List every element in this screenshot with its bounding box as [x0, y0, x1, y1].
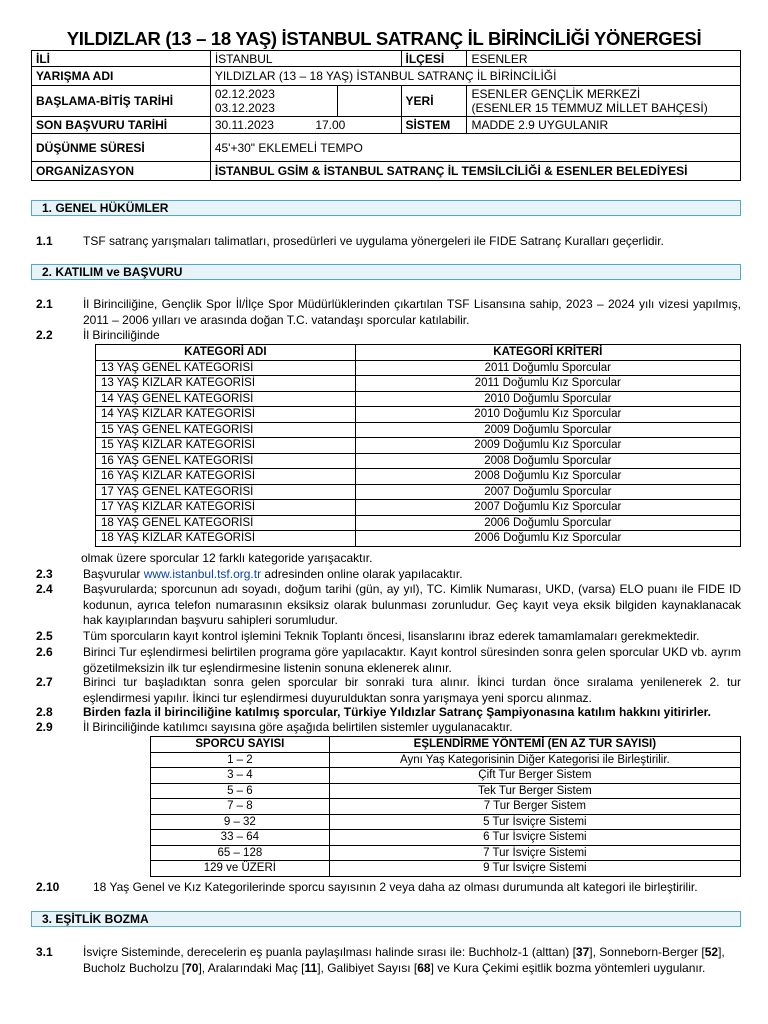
item-number: 2.3: [36, 567, 53, 581]
system-row: [151, 799, 741, 815]
item-text: İl Birinciliğinde: [83, 328, 160, 342]
system-row: [151, 830, 741, 846]
item-text: Tüm sporcuların kayıt kontrol işlemini Teknik Toplantı öncesi, lisanslarını ibraz ederek tamamlamaları gerekmektedir.: [83, 629, 700, 643]
ilce-value: ESENLER: [467, 51, 741, 67]
system-row-cell: 65 – 128: [151, 845, 330, 861]
category-table: [95, 344, 741, 547]
item-number: 2.8: [36, 705, 53, 719]
category-row-cell: 18 YAŞ GENEL KATEGORİSİ: [96, 515, 356, 531]
system-row-cell: 7 Tur İsviçre Sistemi: [329, 845, 740, 861]
category-row: [96, 500, 741, 516]
category-row-cell: 2006 Doğumlu Sporcular: [355, 515, 740, 531]
system-row-cell: 129 ve ÜZERİ: [151, 861, 330, 877]
tarih-start: 02.12.2023: [214, 87, 275, 101]
tsf-istanbul-link[interactable]: www.istanbul.tsf.org.tr: [143, 567, 262, 581]
category-row: [96, 515, 741, 531]
system-header-method: EŞLENDİRME YÖNTEMİ (EN AZ TUR SAYISI): [329, 737, 740, 753]
category-row-cell: 2006 Doğumlu Kız Sporcular: [355, 531, 740, 547]
document-title: YILDIZLAR (13 – 18 YAŞ) İSTANBUL SATRANÇ İL BİRİNCİLİĞİ YÖNERGESİ: [66, 28, 702, 49]
system-row-cell: Çift Tur Berger Sistem: [329, 768, 740, 784]
item-text: Başvurularda; sporcunun adı soyadı, doğum tarihi (gün, ay yıl), TC. Kimlik Numarası, UKD, (varsa) ELO puanı ile FIDE ID kodunun, ayrıca telefon numarasının eksiksiz olarak bulunması zorunludur. Geç kayıt veya eksik bilgiden kaynaklanacak hak kayıplarından başvuru sahipleri sorumludur.: [83, 582, 741, 627]
item-text: [83, 567, 741, 583]
sistem-value: MADDE 2.9 UYGULANIR: [467, 117, 741, 134]
yer-value: [467, 86, 741, 117]
category-row-cell: 2007 Doğumlu Kız Sporcular: [355, 500, 740, 516]
tiebreak-code: 37: [575, 945, 590, 959]
sure-label: DÜŞÜNME SÜRESİ: [32, 134, 211, 162]
section-header-genel: 1. GENEL HÜKÜMLER: [31, 200, 741, 216]
item-text-pre: Başvurular: [83, 567, 141, 581]
category-row-cell: 14 YAŞ GENEL KATEGORİSİ: [96, 391, 356, 407]
item-number: 2.10: [36, 880, 60, 894]
category-row: [96, 407, 741, 423]
basvuru-value: [210, 117, 401, 134]
item-text: İl Birinciliğinde katılımcı sayısına göre aşağıda belirtilen sistemler uygulanacaktır.: [83, 720, 513, 734]
category-row-cell: 17 YAŞ GENEL KATEGORİSİ: [96, 484, 356, 500]
category-row-cell: 2011 Doğumlu Kız Sporcular: [355, 376, 740, 392]
category-row-cell: 18 YAŞ KIZLAR KATEGORİSİ: [96, 531, 356, 547]
tiebreak-code: 52: [704, 945, 719, 959]
sistem-label: SİSTEM: [401, 117, 467, 134]
category-row-cell: 2011 Doğumlu Sporcular: [355, 360, 740, 376]
item-2-2-after: [81, 551, 741, 567]
system-row-cell: Aynı Yaş Kategorisinin Diğer Kategorisi ile Birleştirilir.: [329, 752, 740, 768]
item-text: TSF satranç yarışmaları talimatları, prosedürleri ve uygulama yönergeleri ile FIDE Satranç Kuralları geçerlidir.: [83, 234, 664, 248]
item-number: 2.2: [36, 328, 53, 342]
system-row-cell: 5 – 6: [151, 783, 330, 799]
yarisma-label: YARIŞMA ADI: [32, 67, 211, 86]
tarih-blank: [337, 86, 401, 117]
basvuru-label: SON BAŞVURU TARİHİ: [32, 117, 211, 134]
tarih-label: BAŞLAMA-BİTİŞ TARİHİ: [32, 86, 211, 117]
sure-value: 45'+30" EKLEMELİ TEMPO: [210, 134, 740, 162]
basvuru-time: 17.00: [315, 118, 346, 132]
item-number: 2.6: [36, 645, 53, 659]
category-row-cell: 16 YAŞ GENEL KATEGORİSİ: [96, 453, 356, 469]
category-row-cell: 17 YAŞ KIZLAR KATEGORİSİ: [96, 500, 356, 516]
category-row: [96, 376, 741, 392]
tiebreak-code: 68: [417, 960, 431, 975]
category-row-cell: 2010 Doğumlu Sporcular: [355, 391, 740, 407]
il-label: İLİ: [32, 51, 211, 67]
org-value: İSTANBUL GSİM & İSTANBUL SATRANÇ İL TEMSİLCİLİĞİ & ESENLER BELEDİYESİ: [210, 162, 740, 181]
item-text: İl Birinciliğine, Gençlik Spor İl/İlçe Spor Müdürlüklerinden çıkartılan TSF Lisansına sahip, 2023 – 2024 yılı vizesi yapılmış, 2011 – 2006 yılları ve arasında doğan T.C. vatandaşı sporcular katılabilir.: [83, 297, 741, 327]
section-header-esitlik: 3. EŞİTLİK BOZMA: [31, 911, 741, 927]
category-row-cell: 2010 Doğumlu Kız Sporcular: [355, 407, 740, 423]
category-row-cell: 2007 Doğumlu Sporcular: [355, 484, 740, 500]
item-number: 2.9: [36, 720, 53, 734]
category-row: [96, 438, 741, 454]
yer-label: YERİ: [401, 86, 467, 117]
system-row-cell: 9 – 32: [151, 814, 330, 830]
category-row-cell: 14 YAŞ KIZLAR KATEGORİSİ: [96, 407, 356, 423]
tarih-value: [210, 86, 337, 117]
item-text: olmak üzere sporcular 12 farklı kategoride yarışacaktır.: [81, 551, 373, 565]
system-row-cell: 7 Tur Berger Sistem: [329, 799, 740, 815]
category-header-criteria: KATEGORİ KRİTERİ: [355, 345, 740, 361]
category-row-cell: 2009 Doğumlu Kız Sporcular: [355, 438, 740, 454]
system-row: [151, 845, 741, 861]
category-row: [96, 484, 741, 500]
item-number: 1.1: [36, 234, 53, 248]
item-text: Birinci tur başladıktan sonra gelen sporcular bir sonraki tura alınır. İkinci turdan önce sıralama yenilenerek 2. tur eşlendirmesi yapılır. İkinci tur eşlendirmesi duyurulduktan sonra yarışmaya yeni sporcu alınmaz.: [83, 675, 741, 705]
category-row: [96, 531, 741, 547]
category-row-cell: 16 YAŞ KIZLAR KATEGORİSİ: [96, 469, 356, 485]
category-row: [96, 469, 741, 485]
ilce-label: İLÇESİ: [401, 51, 467, 67]
item-number: 3.1: [36, 945, 53, 959]
system-row-cell: Tek Tur Berger Sistem: [329, 783, 740, 799]
info-table: [31, 50, 741, 181]
org-label: ORGANİZASYON: [32, 162, 211, 181]
system-row-cell: 5 Tur İsviçre Sistemi: [329, 814, 740, 830]
category-header-name: KATEGORİ ADI: [96, 345, 356, 361]
system-row-cell: 3 – 4: [151, 768, 330, 784]
section-header-katilim: 2. KATILIM ve BAŞVURU: [31, 264, 741, 280]
tiebreak-code: 11: [304, 960, 318, 975]
category-row-cell: 2008 Doğumlu Kız Sporcular: [355, 469, 740, 485]
category-row-cell: 13 YAŞ GENEL KATEGORİSİ: [96, 360, 356, 376]
item-number: 2.7: [36, 675, 53, 689]
system-header-count: SPORCU SAYISI: [151, 737, 330, 753]
system-row-cell: 9 Tur İsviçre Sistemi: [329, 861, 740, 877]
category-row: [96, 453, 741, 469]
item-number: 2.4: [36, 582, 53, 596]
category-row: [96, 391, 741, 407]
system-row: [151, 861, 741, 877]
yer-line1: ESENLER GENÇLİK MERKEZİ: [471, 87, 641, 101]
system-row-cell: 7 – 8: [151, 799, 330, 815]
yer-line2: (ESENLER 15 TEMMUZ MİLLET BAHÇESİ): [471, 101, 708, 115]
category-row: [96, 422, 741, 438]
system-row: [151, 768, 741, 784]
item-text: İsviçre Sisteminde, derecelerin eş puanla paylaşılması halinde sırası ile: Buchholz-1 (alttan) [37], Sonneborn-Berger [52], Bucholz Bucholzu [70], Aralarındaki Maç [11], Galibiyet Sayısı [68] ve Kura Çekimi eşitlik bozma yöntemleri uygulanır.: [83, 945, 725, 975]
category-row-cell: 15 YAŞ GENEL KATEGORİSİ: [96, 422, 356, 438]
basvuru-date: 30.11.2023: [214, 118, 274, 132]
item-text: Birinci Tur eşlendirmesi belirtilen programa göre yapılacaktır. Kayıt kontrol süresinden sonra gelen sporcular UKD vb. ayrım gözetilmeksizin ilk tur eşlendirmesine listenin sonuna eklenerek alınır.: [83, 645, 741, 675]
category-row-cell: 2008 Doğumlu Sporcular: [355, 453, 740, 469]
system-row-cell: 6 Tur İsviçre Sistemi: [329, 830, 740, 846]
system-row-cell: 1 – 2: [151, 752, 330, 768]
tiebreak-code: 70: [185, 960, 199, 975]
system-row: [151, 783, 741, 799]
system-row-cell: 33 – 64: [151, 830, 330, 846]
item-text-post: adresinden online olarak yapılacaktır.: [264, 567, 463, 581]
system-row: [151, 752, 741, 768]
item-text: Birden fazla il birinciliğine katılmış sporcular, Türkiye Yıldızlar Satranç Şampiyonasına katılım hakkını yitirirler.: [83, 705, 712, 719]
tarih-end: 03.12.2023: [214, 101, 275, 115]
category-row-cell: 2009 Doğumlu Sporcular: [355, 422, 740, 438]
category-row-cell: 15 YAŞ KIZLAR KATEGORİSİ: [96, 438, 356, 454]
item-text: 18 Yaş Genel ve Kız Kategorilerinde sporcu sayısının 2 veya daha az olması durumunda alt kategori ile birleştirilir.: [93, 880, 698, 894]
item-number: 2.1: [36, 297, 53, 311]
system-row: [151, 814, 741, 830]
item-number: 2.5: [36, 629, 53, 643]
category-row-cell: 13 YAŞ KIZLAR KATEGORİSİ: [96, 376, 356, 392]
il-value: İSTANBUL: [210, 51, 401, 67]
category-row: [96, 360, 741, 376]
system-table: [150, 736, 741, 877]
yarisma-value: YILDIZLAR (13 – 18 YAŞ) İSTANBUL SATRANÇ İL BİRİNCİLİĞİ: [210, 67, 740, 86]
